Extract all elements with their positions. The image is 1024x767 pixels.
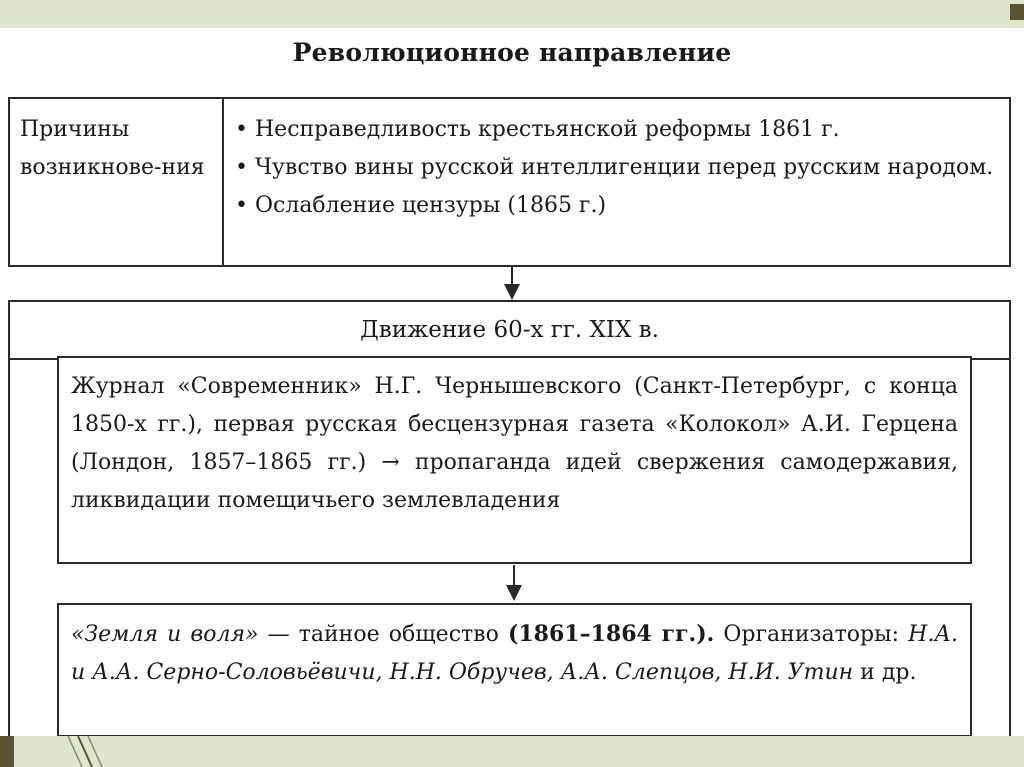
causes-box <box>8 97 1011 267</box>
organizers-names: Н.А. и А.А. Серно-Соловьёвичи, Н.Н. Обручев, А.А. Слепцов, Н.И. Утин <box>71 622 958 685</box>
top-corner-square <box>1010 4 1024 20</box>
decor-lines-icon <box>60 736 150 767</box>
organizers-label: Организаторы: <box>714 622 909 647</box>
bullet-icon: • <box>235 117 248 142</box>
bullet-icon: • <box>235 193 248 218</box>
page-title: Революционное направление <box>292 38 732 67</box>
cause-item: • Ослабление цензуры (1865 г.) <box>235 193 607 218</box>
arrow-down-icon <box>505 565 523 603</box>
society-text <box>71 615 958 692</box>
society-years: (1861–1864 гг.). <box>507 621 715 647</box>
top-decor-band <box>0 0 1024 28</box>
causes-list <box>235 111 1005 225</box>
bottom-corner-square <box>0 736 14 767</box>
cause-item: • Чувство вины русской интеллигенции перед русским народом. <box>235 155 994 180</box>
society-name: «Земля и воля» <box>71 622 259 647</box>
cause-item: • Несправедливость крестьянской реформы 1861 г. <box>235 117 840 142</box>
organizers-etc: и др. <box>853 660 917 685</box>
journal-box <box>57 356 972 564</box>
society-box <box>57 603 972 737</box>
causes-label: Причины возникнове-ния <box>20 117 205 180</box>
causes-divider <box>222 99 224 265</box>
bottom-decor-band <box>0 736 1024 767</box>
movement-title: Движение 60-х гг. XIX в. <box>10 302 1009 360</box>
arrow-down-icon <box>503 266 521 302</box>
journal-text: Журнал «Современник» Н.Г. Чернышевского (Санкт-Петербург, с конца 1850-х гг.), первая русская бесцензурная газета «Колокол» А.И. Герцена (Лондон, 1857–1865 гг.) → пропаганда идей свержения самодержавия, ликвидации помещичьего землевладения <box>71 374 958 513</box>
society-dash: — тайное общество <box>258 622 508 647</box>
bullet-icon: • <box>235 155 248 180</box>
